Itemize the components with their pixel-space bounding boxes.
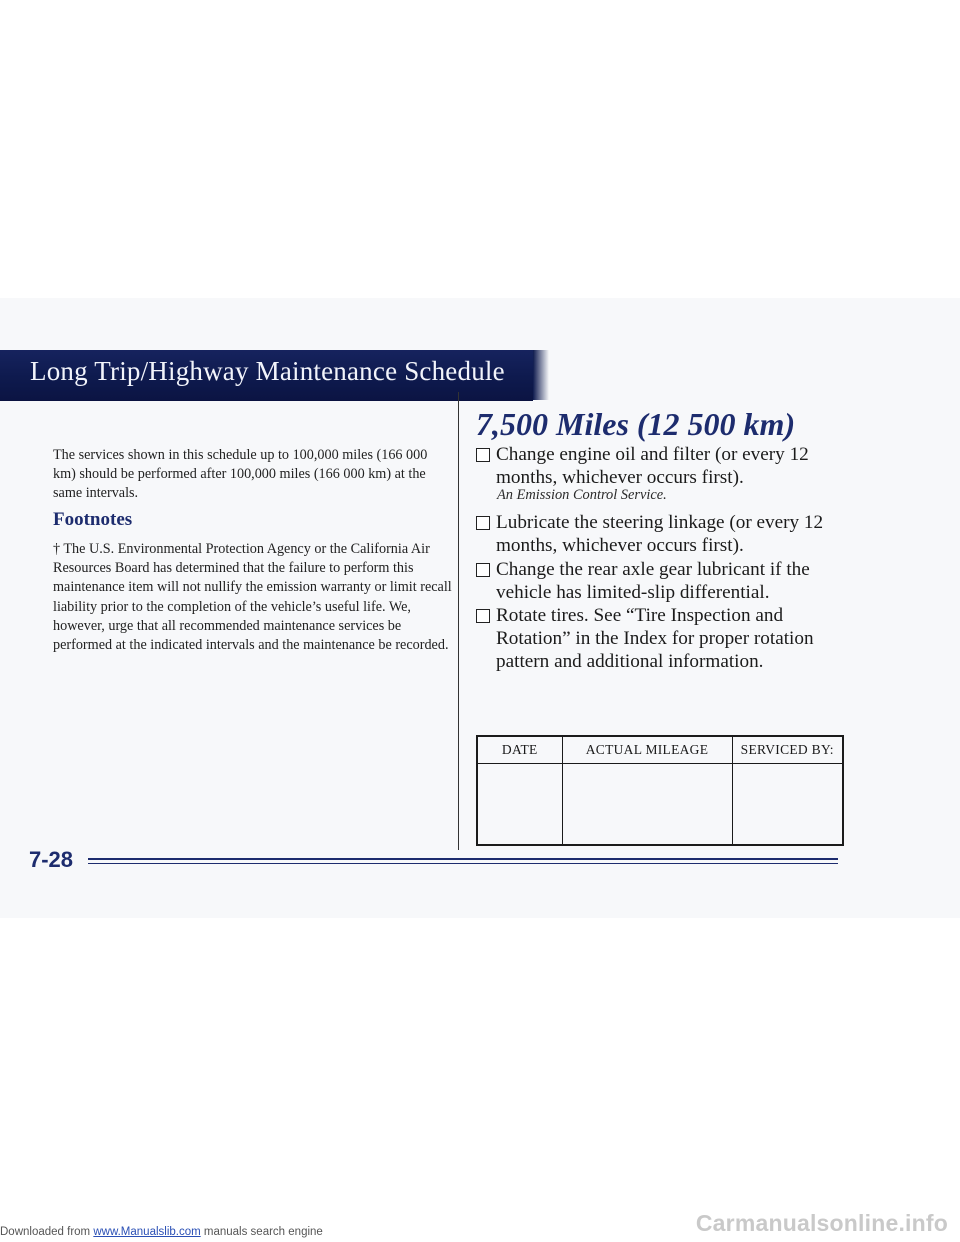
section-title: 7,500 Miles (12 500 km) [476,406,796,442]
manualslib-link[interactable]: www.Manualslib.com [93,1226,201,1238]
column-divider [458,392,459,850]
task-note: An Emission Control Service. [497,487,667,503]
service-record-table [476,735,844,846]
page-title: Long Trip/Highway Maintenance Schedule [30,356,505,386]
column-header-actual-mileage: ACTUAL MILEAGE [562,737,732,764]
task-text: Rotate tires. See “Tire Inspection and Rotation” in the Index for proper rotation pattern and additional information. [496,605,814,672]
serviced-by-cell[interactable] [732,764,842,845]
task-item-4 [476,604,846,673]
mileage-cell[interactable] [562,764,732,845]
footnotes-heading: Footnotes [53,509,133,530]
download-suffix: manuals search engine [200,1226,323,1238]
task-item-1 [476,443,846,489]
task-item-3 [476,558,846,604]
task-item-2 [476,511,846,557]
task-text: Lubricate the steering linkage (or every 12 months, whichever occurs first). [496,512,824,556]
checkbox-icon[interactable] [476,516,490,530]
intro-paragraph: The services shown in this schedule up to 100,000 miles (166 000 km) should be performed after 100,000 miles (166 000 km) at the same intervals. [53,447,428,501]
column-header-date: DATE [478,737,562,764]
download-credit [0,1222,323,1242]
checkbox-icon[interactable] [476,448,490,462]
checkbox-icon[interactable] [476,609,490,623]
date-cell[interactable] [478,764,562,845]
checkbox-icon[interactable] [476,563,490,577]
column-header-serviced-by: SERVICED BY: [732,737,842,764]
task-text: Change engine oil and filter (or every 12 months, whichever occurs first). [496,444,809,488]
site-watermark: Carmanualsonline.info [695,1210,948,1236]
task-text: Change the rear axle gear lubricant if the vehicle has limited-slip differential. [496,559,810,603]
page-number: 7-28 [29,847,74,872]
download-prefix: Downloaded from [0,1226,94,1238]
footnote-paragraph: † The U.S. Environmental Protection Agency or the California Air Resources Board has determined that the failure to perform this maintenance item will not nullify the emission warranty or limit recall liability prior to the completion of the vehicle’s useful life. We, however, urge that all recommended maintenance services be performed at the indicated intervals and the maintenance be recorded. [53,541,452,654]
footer-rule-thin [88,863,838,864]
footer-rule [88,858,838,860]
